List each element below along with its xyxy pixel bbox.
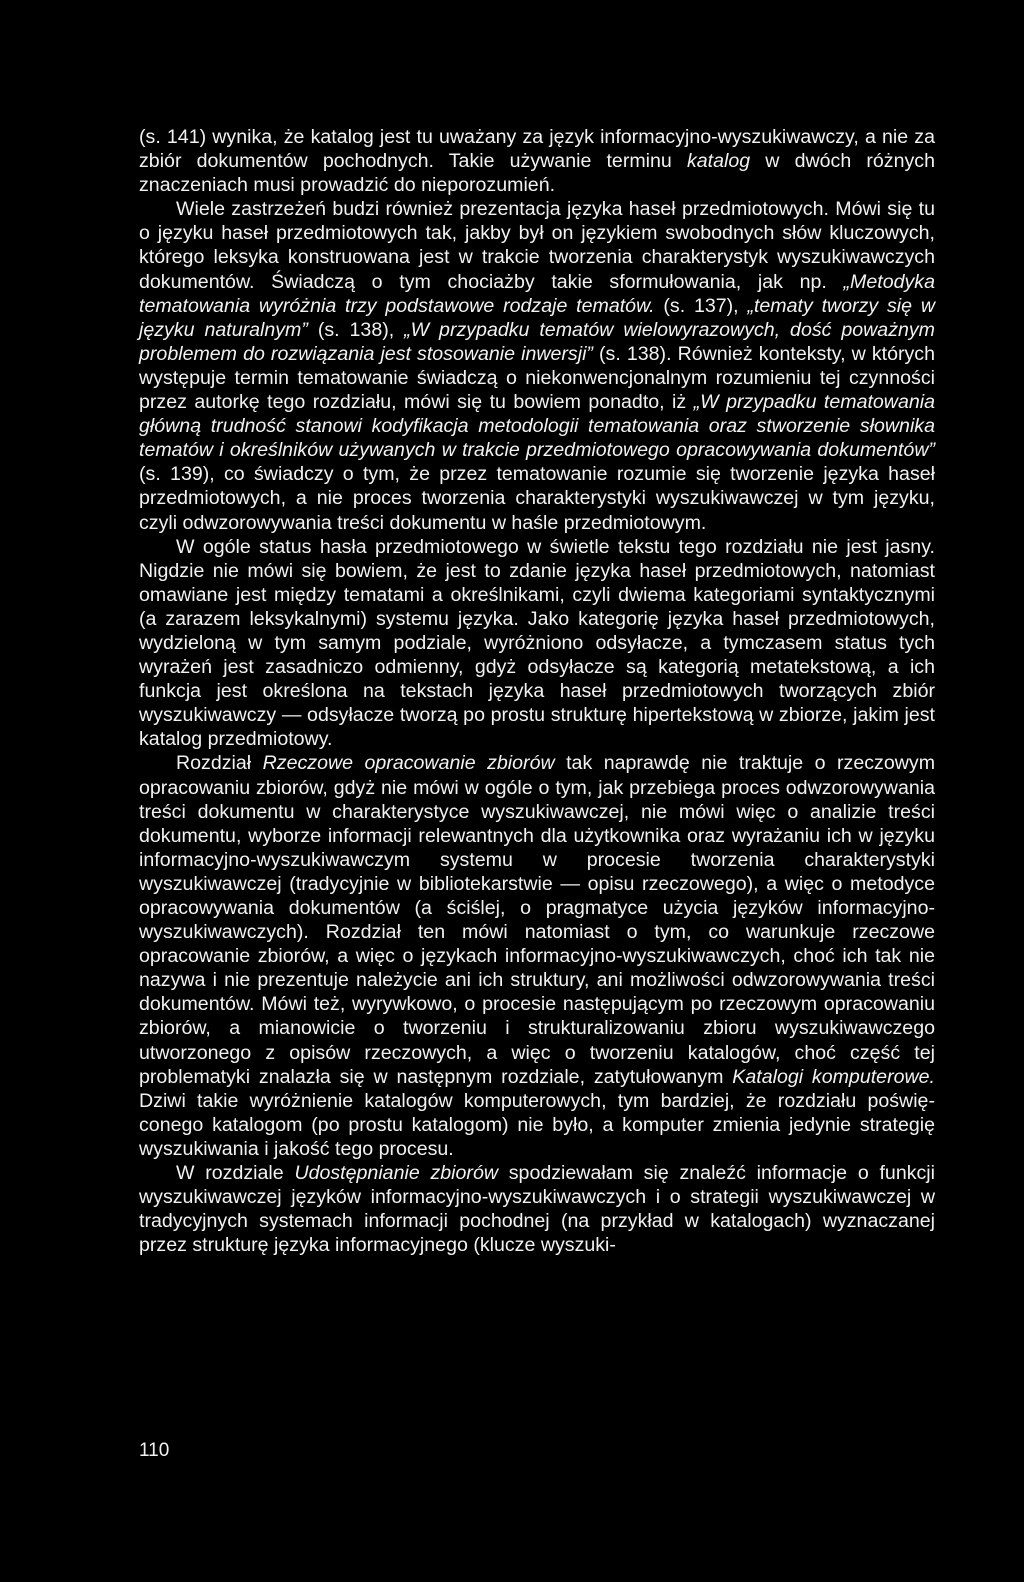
paragraph bbox=[139, 125, 935, 197]
text-run: tak naprawdę nie traktuje o rzeczowym opracowaniu zbiorów, gdyż nie mówi w ogóle o tym, jak przebiega proces odwzorowywania treści dokumentu w charakterystyce wyszukiwawczej, nie mówi więc o analizie treści dokumentu, wyborze informacji relewantnych dla użytkownika oraz wyrażaniu ich w języku informacyjno-wyszukiwawczym systemu w procesie tworzenia charakterystyki wyszukiwawczej (tradycyjnie w bibliotekarstwie — opisu rzeczowego), a więc o metodyce opracowywania dokumentów (a ściślej, o pragmatyce użycia języków informacyjno-wyszukiwawczych). Rozdział ten mówi natomiast o tym, co warunkuje rzeczowe opracowanie zbiorów, a więc o językach informacyjno-wyszukiwawczych, choć ich tak nie nazywa i nie prezentuje należycie ani ich struktury, ani możliwości odwzorowywania treści dokumentów. Mówi też, wyrywkowo, o procesie następującym po rzeczowym opracowaniu zbiorów, a mianowicie o tworzeniu i strukturalizowaniu zbioru wyszukiwawczego utworzonego z opisów rzeczowych, a więc o tworzeniu katalogów, choć część tej problematyki znalazła się w następnym rozdziale, zatytułowanym bbox=[139, 752, 936, 1088]
text-run: (s. 137), bbox=[654, 294, 748, 317]
text-run: Wiele zastrzeżeń budzi również prezentacja języka haseł przedmiotowych. Mówi się tu o języku haseł przedmiotowych tak, jakby był on językiem swobodnych słów kluczowych, którego leksyka konstruowana jest w trakcie tworzenia charakterystyk wyszukiwawczych dokumentów. Świadczą o tym chociażby takie sformułowania, jak np. bbox=[139, 198, 935, 293]
text-run: (s. 138), bbox=[307, 318, 405, 341]
italic-run: Rzeczowe opracowanie zbiorów bbox=[262, 752, 555, 775]
text-run: (s. 141) wynika, że katalog jest tu uważany za język informacyjno-wyszukiwawczy, a nie za zbiór dokumentów pochodnych. Takie używanie terminu bbox=[139, 126, 935, 173]
italic-run: „Metodyka tematowania wyróżnia trzy podstawowe rodzaje tematów. bbox=[139, 270, 935, 317]
text-run: Rozdział bbox=[176, 752, 263, 775]
text-run: W rozdziale bbox=[176, 1162, 295, 1185]
text-run: w dwóch różnych znaczeniach musi prowadzić do nieporozumień. bbox=[139, 150, 935, 197]
body-text bbox=[139, 125, 935, 1257]
text-run: (s. 139), co świadczy o tym, że przez tematowanie rozumie się tworzenie języka haseł przedmiotowych, a nie proces tworzenia charakterystyki wyszukiwawczej w tym języku, czyli odwzorowywania treści dokumentu w haśle przedmiotowym. bbox=[139, 463, 935, 534]
italic-run: katalog bbox=[686, 150, 751, 173]
page-number: 110 bbox=[139, 1440, 170, 1461]
paragraph bbox=[139, 197, 935, 534]
paragraph bbox=[139, 535, 935, 752]
italic-run: Katalogi komputerowe. bbox=[732, 1065, 935, 1088]
text-run: (s. 138). Również konteksty, w których występuje termin tematowanie świadczą o niekonwencjonalnym rozumieniu tej czynności przez autorkę tego rozdziału, mówi się tu bowiem ponadto, iż bbox=[139, 342, 935, 414]
italic-run: Udostępnianie zbiorów bbox=[294, 1162, 498, 1185]
paragraph bbox=[139, 751, 935, 1161]
text-run: spodziewałam się znaleźć informacje o funkcji wyszukiwawczej języków informacyjno-wyszukiwawczych i o strategii wyszukiwawczej w tradycyjnych systemach informacji pochodnej (na przykład w katalogach) wyznaczanej przez strukturę języka informacyjnego (klucze wyszuki- bbox=[139, 1162, 936, 1257]
text-run: W ogóle status hasła przedmiotowego w świetle tekstu tego rozdziału nie jest jasny. Nigdzie nie mówi się bowiem, że jest to zdanie języka haseł przedmiotowych, natomiast omawiane jest między tematami a określnikami, czyli dwiema kategoriami syntaktycznymi (a zarazem leksykalnymi) systemu języka. Jako kategorię języka haseł przedmiotowych, wydzieloną w tym samym podziale, wyróżniono odsyłacze, a tymczasem status tych wyrażeń jest zasadniczo odmienny, gdyż odsyłacze są kategorią metatekstową, a ich funkcja jest określona na tekstach języka haseł przedmiotowych tworzących zbiór wyszukiwawczy — odsyłacze tworzą po prostu strukturę hipertekstową w zbiorze, jakim jest katalog przedmiotowy. bbox=[139, 535, 935, 751]
italic-run: „W przypadku tematów wielowyrazowych, dość poważnym problemem do rozwiązania jest stosowanie inwersji” bbox=[139, 318, 936, 365]
italic-run: „W przypadku tematowania główną trudność stanowi kodyfikacja metodologii tematowania oraz stworzenie słownika tematów i określników używanych w trakcie przedmiotowego opracowywania dokumentów” bbox=[139, 391, 936, 462]
text-run: Dziwi takie wyróżnienie katalogów komputerowych, tym bardziej, że rozdziału poświęconego katalogom (po prostu katalogom) nie było, a komputer zmienia jedynie strategię wyszukiwania i jakość tego procesu. bbox=[139, 1089, 935, 1160]
italic-run: „tematy tworzy się w języku naturalnym” bbox=[139, 294, 935, 341]
paragraph bbox=[139, 1161, 935, 1257]
